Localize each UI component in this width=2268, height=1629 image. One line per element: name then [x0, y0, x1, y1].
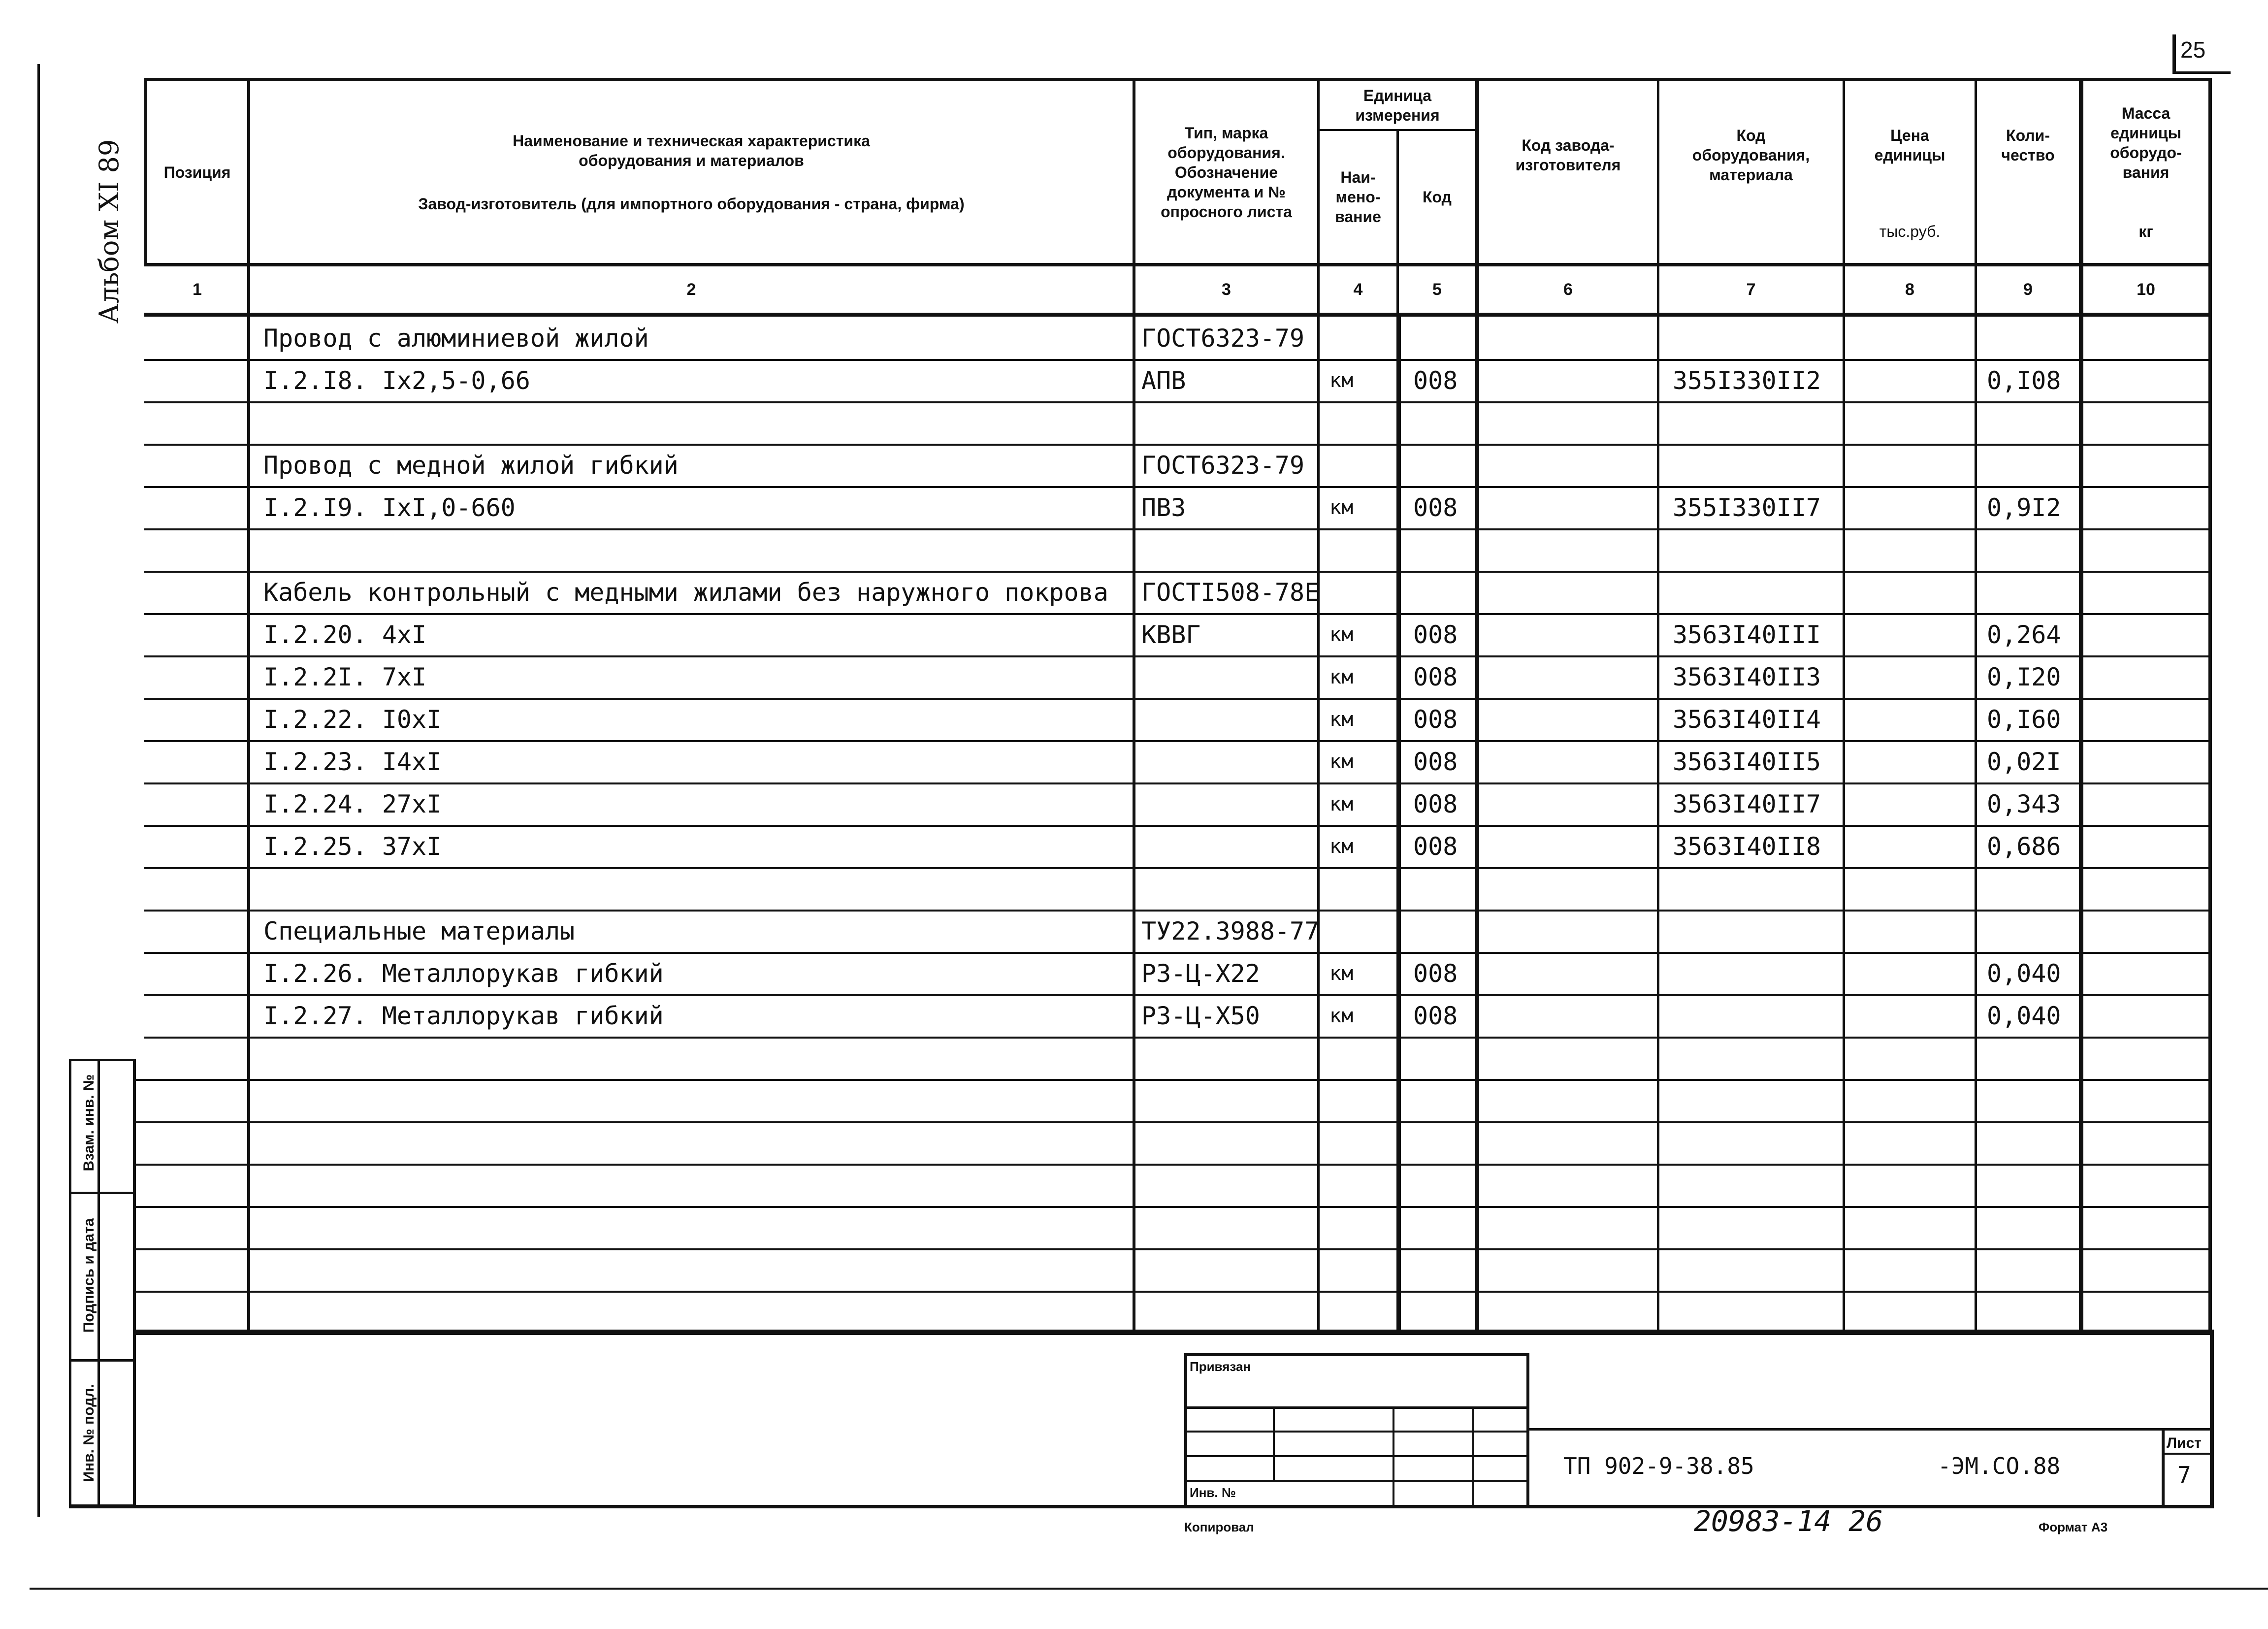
col-number: 5	[1432, 280, 1442, 299]
header-name-line1: Наименование и техническая характеристика	[513, 132, 870, 150]
cell-c7: 355I330II7	[1673, 493, 1821, 522]
header-name	[250, 81, 1133, 263]
sheet-number: 7	[2177, 1462, 2191, 1488]
bound-label: Привязан	[1190, 1359, 1251, 1374]
cell-c3: ГОСТI508-78Е	[1141, 578, 1320, 607]
cell-c3: ТУ22.3988-77	[1141, 917, 1320, 945]
cell-c3: АПВ	[1141, 366, 1186, 395]
cell-c2: I.2.27. Металлорукав гибкий	[263, 1002, 664, 1030]
cell-c2: Кабель контрольный с медными жилами без наружного покрова	[263, 578, 1108, 607]
cell-c2: I.2.2I. 7хI	[263, 663, 427, 691]
col-number: 1	[193, 280, 202, 299]
cell-c9: 0,I20	[1987, 663, 2061, 691]
cell-c9: 0,I08	[1987, 366, 2061, 395]
cell-c2: I.2.23. I4хI	[263, 748, 442, 776]
cell-c3: ГОСТ6323-79	[1141, 451, 1305, 480]
cell-c5: 008	[1413, 366, 1458, 395]
header-position: Позиция	[163, 163, 231, 181]
cell-c4: км	[1329, 793, 1354, 815]
doc-code-right: -ЭМ.СО.88	[1938, 1453, 2061, 1479]
col-number: 9	[2023, 280, 2033, 299]
cell-c2: I.2.22. I0хI	[263, 705, 442, 734]
format-label: Формат А3	[2039, 1520, 2108, 1534]
cell-c4: км	[1329, 496, 1354, 519]
cell-c2: Провод с медной жилой гибкий	[263, 451, 679, 480]
cell-c3: ГОСТ6323-79	[1141, 324, 1305, 353]
album-label: Альбом XI 89	[94, 139, 125, 324]
cell-c4: км	[1329, 708, 1354, 731]
cell-c2: I.2.24. 27хI	[263, 790, 442, 818]
cell-c5: 008	[1413, 832, 1458, 861]
header-unit-code: Код	[1423, 188, 1452, 206]
col-number: 4	[1353, 280, 1363, 299]
cell-c5: 008	[1413, 959, 1458, 988]
doc-code-left: ТП 902-9-38.85	[1563, 1453, 1754, 1479]
header-type: Тип, марка оборудования. Обозначение документа и № опросного листа	[1161, 124, 1292, 221]
cell-c5: 008	[1413, 620, 1458, 649]
cell-c7: 3563I40III	[1673, 620, 1821, 649]
copied-label: Копировал	[1184, 1520, 1254, 1534]
cell-c2: I.2.26. Металлорукав гибкий	[263, 959, 664, 988]
cell-c7: 3563I40II7	[1673, 790, 1821, 818]
side-stamp-orig-inv: Инв. № подл.	[81, 1384, 97, 1482]
cell-c4: км	[1329, 623, 1354, 646]
handwritten-number: 20983-14 26	[1694, 1504, 1883, 1538]
header-unit: Единица измерения	[1355, 86, 1440, 124]
cell-c7: 3563I40II5	[1673, 748, 1821, 776]
cell-c4: км	[1329, 1005, 1354, 1027]
header-equip-code: Код оборудования, материала	[1692, 127, 1810, 184]
sheet-label: Лист	[2167, 1435, 2202, 1451]
cell-c7: 355I330II2	[1673, 366, 1821, 395]
cell-c2: I.2.25. 37хI	[263, 832, 442, 861]
cell-c9: 0,343	[1987, 790, 2061, 818]
cell-c9: 0,I60	[1987, 705, 2061, 734]
cell-c3: КВВГ	[1141, 620, 1201, 649]
header-mass-unit: кг	[2138, 223, 2153, 240]
col-number: 6	[1563, 280, 1573, 299]
col-number: 8	[1905, 280, 1914, 299]
cell-c5: 008	[1413, 790, 1458, 818]
header-maker-code: Код завода-изготовителя	[1515, 136, 1621, 174]
header-name-line3: Завод-изготовитель (для импортного оборудования - страна, фирма)	[418, 195, 965, 213]
cell-c2: I.2.20. 4хI	[263, 620, 427, 649]
cell-c9: 0,9I2	[1987, 493, 2061, 522]
cell-c7: 3563I40II8	[1673, 832, 1821, 861]
cell-c9: 0,040	[1987, 959, 2061, 988]
cell-c2: I.2.I9. IхI,0-660	[263, 493, 516, 522]
col-number: 7	[1746, 280, 1756, 299]
cell-c4: км	[1329, 369, 1354, 392]
cell-c5: 008	[1413, 493, 1458, 522]
cell-c9: 0,686	[1987, 832, 2061, 861]
cell-c5: 008	[1413, 663, 1458, 691]
cell-c2: I.2.I8. Iх2,5-0,66	[263, 366, 530, 395]
cell-c5: 008	[1413, 705, 1458, 734]
header-mass: Масса единицы оборудо-вания	[2110, 104, 2182, 181]
inv-label: Инв. №	[1190, 1485, 1236, 1500]
col-number: 2	[686, 280, 696, 299]
side-stamp-signature: Подпись и дата	[81, 1218, 97, 1333]
header-price: Цена единицы	[1874, 127, 1945, 164]
cell-c9: 0,040	[1987, 1002, 2061, 1030]
page-number: 25	[2180, 37, 2206, 63]
header-unit-name: Наи-мено-вание	[1335, 168, 1381, 226]
cell-c7: 3563I40II4	[1673, 705, 1821, 734]
cell-c3: Р3-Ц-Х22	[1141, 959, 1260, 988]
cell-c7: 3563I40II3	[1673, 663, 1821, 691]
cell-c9: 0,02I	[1987, 748, 2061, 776]
col-number: 10	[2137, 280, 2155, 299]
side-stamp	[69, 1059, 135, 1507]
cell-c2: Провод с алюминиевой жилой	[263, 324, 649, 353]
cell-c5: 008	[1413, 748, 1458, 776]
cell-c4: км	[1329, 666, 1354, 688]
col-number: 3	[1222, 280, 1231, 299]
cell-c4: км	[1329, 835, 1354, 858]
header-qty: Коли-чество	[2001, 127, 2055, 164]
cell-c2: Специальные материалы	[263, 917, 575, 945]
cell-c4: км	[1329, 750, 1354, 773]
cell-c4: км	[1329, 962, 1354, 985]
cell-c3: ПВ3	[1141, 493, 1186, 522]
header-price-unit: тыс.руб.	[1879, 223, 1941, 240]
cell-c9: 0,264	[1987, 620, 2061, 649]
cell-c3: Р3-Ц-Х50	[1141, 1002, 1260, 1030]
cell-c5: 008	[1413, 1002, 1458, 1030]
side-stamp-replace-inv: Взам. инв. №	[81, 1074, 97, 1172]
header-name-line2: оборудования и материалов	[579, 152, 804, 169]
